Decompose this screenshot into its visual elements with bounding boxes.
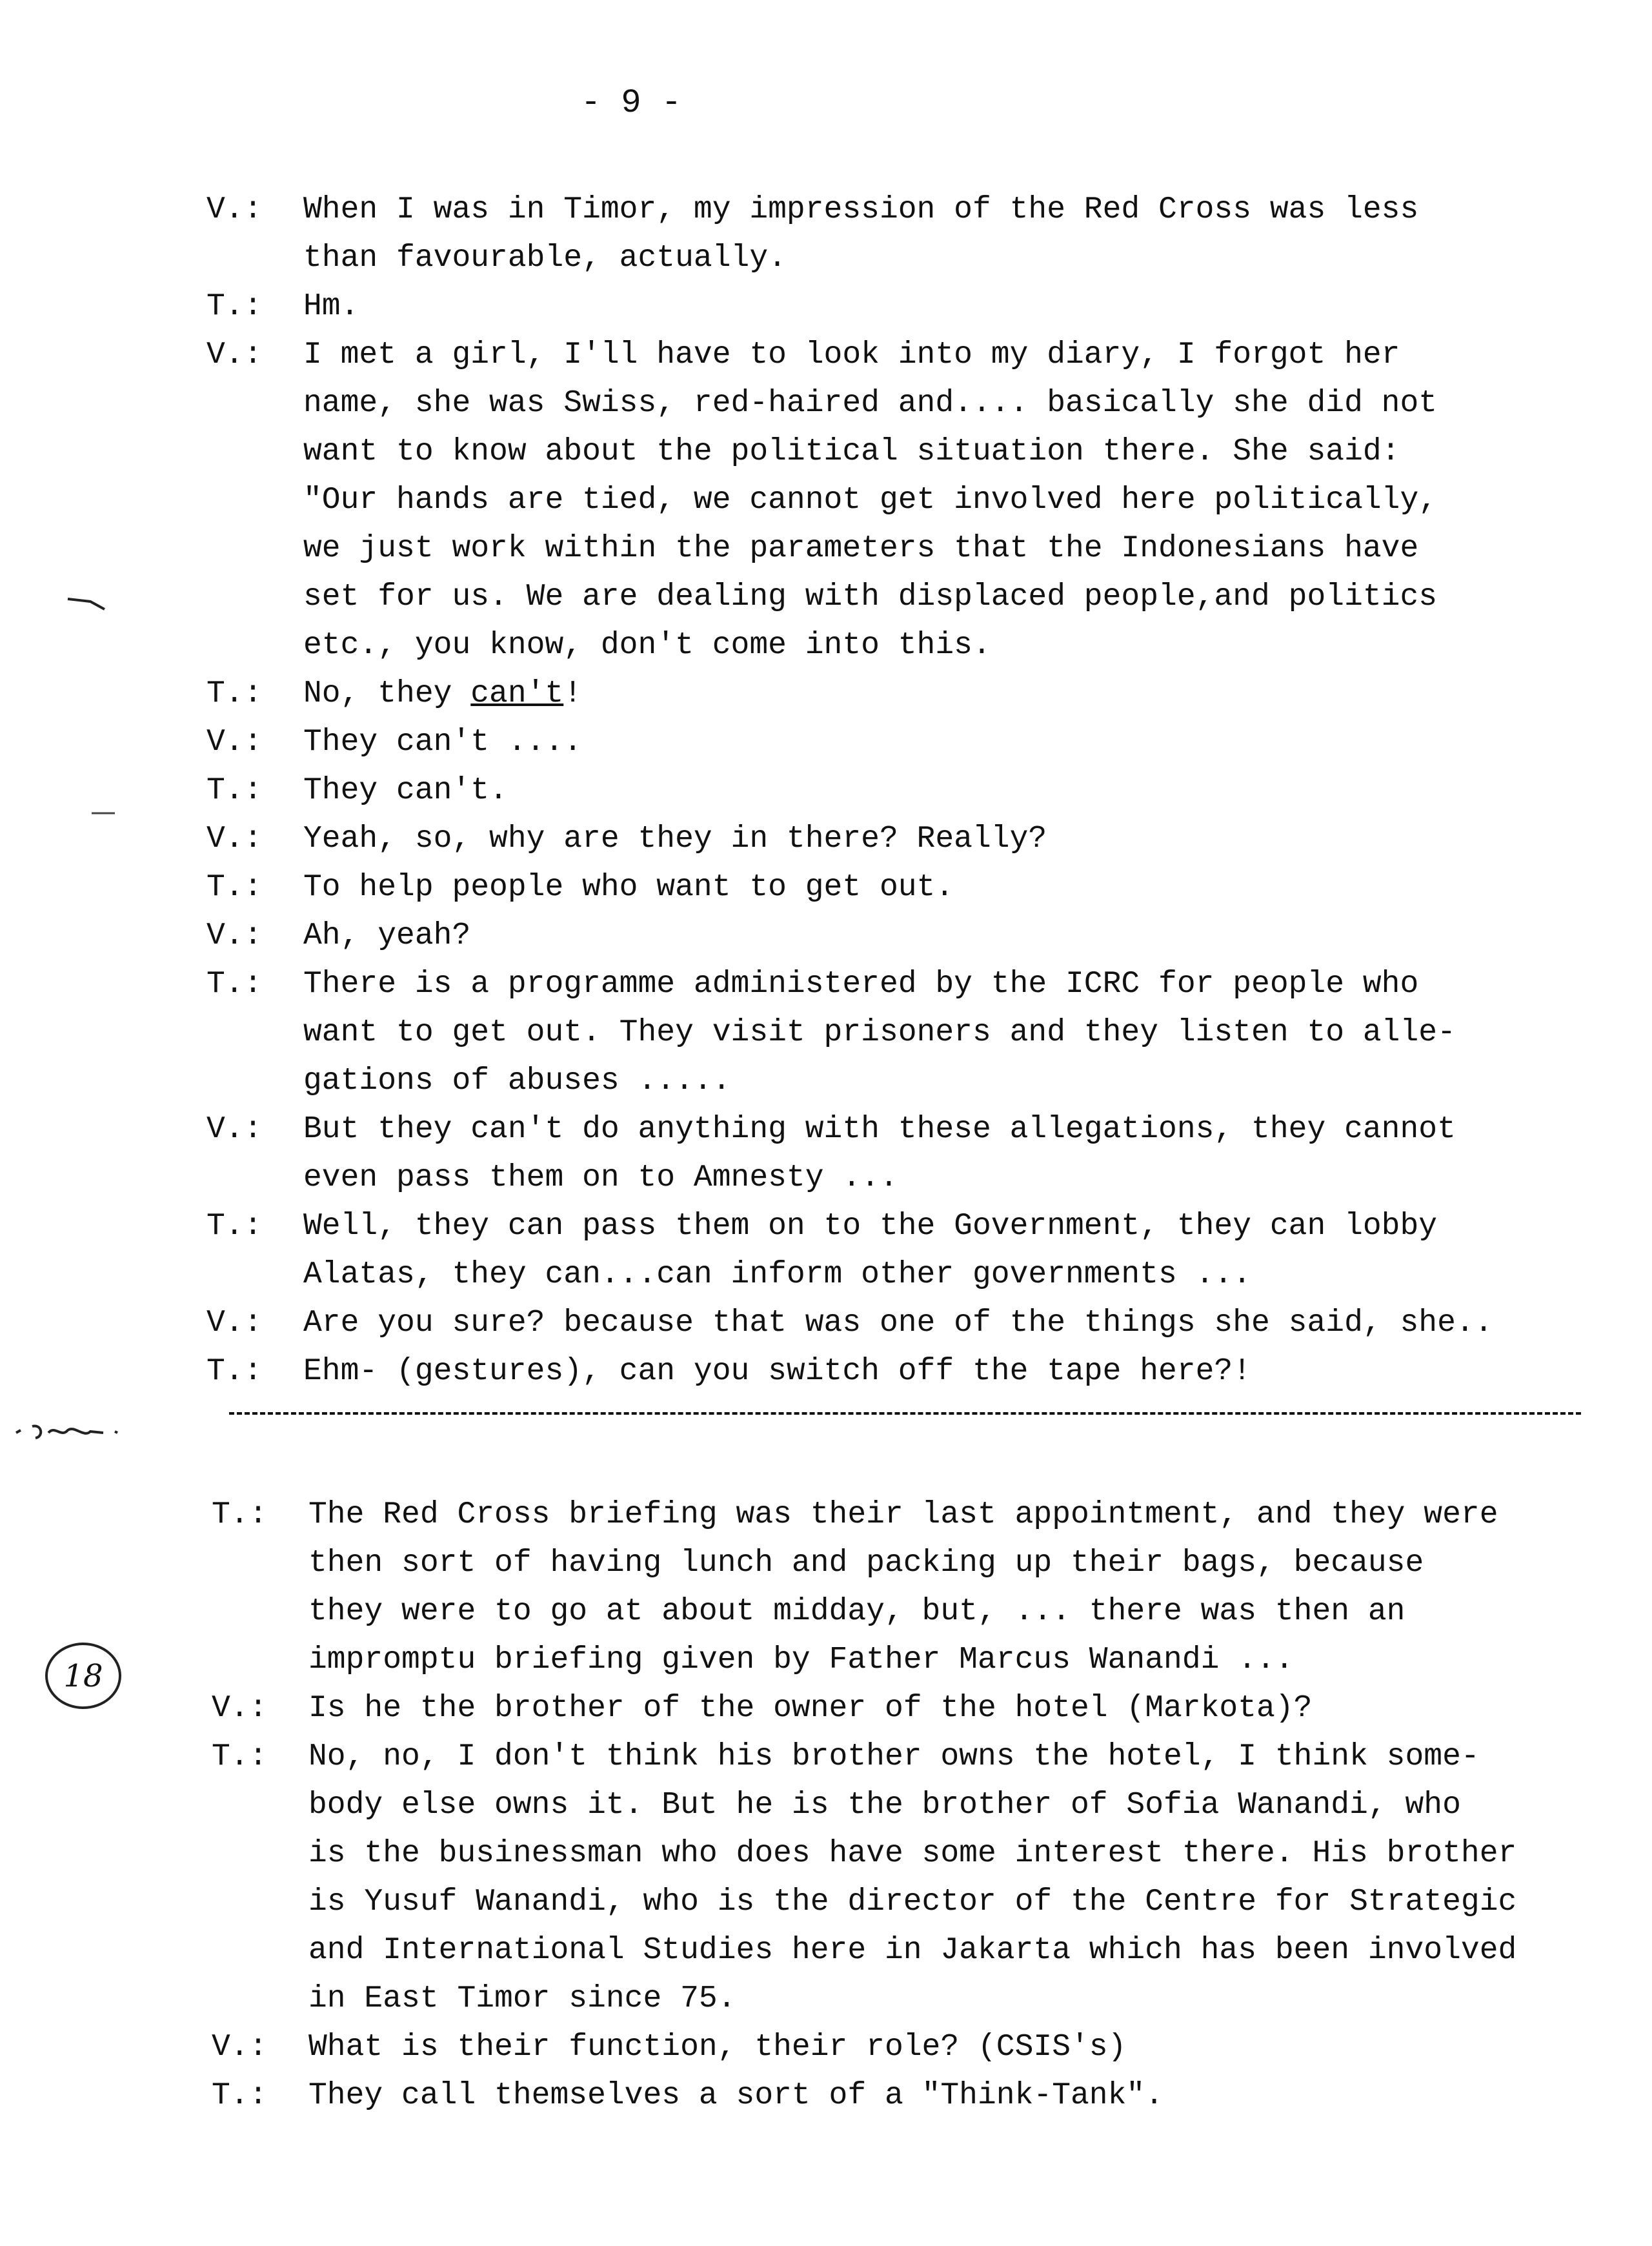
dialogue-text: Ah, yeah? — [303, 918, 471, 953]
margin-arrow-mark — [65, 594, 110, 613]
dialogue-line — [212, 1685, 1618, 1733]
dialogue-text: Ehm- (gestures), can you switch off the tape here?! — [303, 1354, 1252, 1389]
dialogue-text: When I was in Timor, my impression of the Red Cross was less than favourable, actually. — [303, 192, 1419, 276]
speaker-label: T.: — [206, 1209, 263, 1244]
dialogue-line — [206, 1299, 1613, 1348]
speaker-label: T.: — [212, 1739, 268, 1774]
speaker-label: T.: — [212, 1497, 268, 1532]
dialogue-line — [212, 1733, 1618, 2023]
dialogue-text: Is he the brother of the owner of the hotel (Markota)? — [308, 1691, 1313, 1726]
speaker-label: V.: — [212, 2030, 268, 2065]
speaker-label: T.: — [206, 870, 263, 905]
dialogue-text: Well, they can pass them on to the Government, they can lobby Alatas, they can...can inform other governments ... — [303, 1209, 1438, 1292]
dialogue-line — [206, 670, 1613, 718]
speaker-label: V.: — [206, 1112, 263, 1147]
speaker-label: T.: — [206, 1354, 263, 1389]
dialogue-text — [303, 670, 1613, 718]
dialogue-section-2 — [212, 1491, 1618, 2120]
speaker-label: V.: — [206, 338, 263, 372]
dialogue-text: They can't. — [303, 773, 508, 808]
dialogue-text: They can't .... — [303, 725, 583, 760]
speaker-label: T.: — [206, 773, 263, 808]
dialogue-text: What is their function, their role? (CSIS's) — [308, 2030, 1127, 2065]
dialogue-text: I met a girl, I'll have to look into my diary, I forgot her name, she was Swiss, red-haired and.... basically she did not want to know about the political situation there. She said: "Our hands are tied, we cannot get involved here politically, we just work within the parameters that the Indonesians have set for us. We are dealing with displaced people,and politics etc., you know, don't come into this. — [303, 338, 1438, 663]
dialogue-text: To help people who want to get out. — [303, 870, 954, 905]
dialogue-text: But they can't do anything with these allegations, they cannot even pass them on to Amnesty ... — [303, 1112, 1456, 1195]
section-divider — [229, 1412, 1581, 1415]
dialogue-text: No, no, I don't think his brother owns the hotel, I think some- body else owns it. But he is the brother of Sofia Wanandi, who is the businessman who does have some interest there. His brother is Yusuf Wanandi, who is the director of the Centre for Strategic and International Studies here in Jakarta which has been involved in East Timor since 75. — [308, 1739, 1517, 2016]
dialogue-text: Are you sure? because that was one of the things she said, she.. — [303, 1306, 1493, 1341]
speaker-label: V.: — [206, 192, 263, 227]
text-segment: No, they — [303, 676, 471, 711]
speaker-label: V.: — [206, 1306, 263, 1341]
text-segment: ! — [563, 676, 583, 711]
dialogue-line — [206, 960, 1613, 1106]
dialogue-line — [206, 331, 1613, 670]
speaker-label: V.: — [206, 918, 263, 953]
dialogue-line — [206, 815, 1613, 864]
dialogue-line — [206, 1202, 1613, 1299]
circled-margin-number: 18 — [45, 1643, 121, 1709]
dialogue-line — [212, 1491, 1618, 1685]
margin-handwritten-mark — [13, 1419, 123, 1444]
speaker-label: T.: — [206, 289, 263, 324]
dialogue-text: The Red Cross briefing was their last appointment, and they were then sort of having lunch and packing up their bags, because they were to go at about midday, but, ... there was then an impromptu briefing given by Father Marcus Wanandi ... — [308, 1497, 1498, 1677]
dialogue-text: Yeah, so, why are they in there? Really? — [303, 822, 1047, 856]
underlined-emphasis: can't — [470, 676, 564, 711]
dialogue-line — [206, 1348, 1613, 1396]
dialogue-text: They call themselves a sort of a "Think-Tank". — [308, 2078, 1164, 2113]
dialogue-line — [206, 767, 1613, 815]
page-number: - 9 - — [581, 84, 682, 122]
dialogue-text: There is a programme administered by the ICRC for people who want to get out. They visit prisoners and they listen to alle- gations of abuses ..... — [303, 967, 1456, 1098]
dialogue-line — [206, 912, 1613, 960]
dialogue-line — [206, 718, 1613, 767]
dialogue-line — [206, 1106, 1613, 1202]
dialogue-line — [206, 186, 1613, 283]
speaker-label: V.: — [206, 725, 263, 760]
dialogue-line — [206, 864, 1613, 912]
speaker-label: T.: — [206, 967, 263, 1002]
dialogue-section-1 — [206, 186, 1613, 1396]
speaker-label: T.: — [212, 2078, 268, 2113]
margin-dash-mark — [90, 810, 116, 816]
dialogue-line — [206, 283, 1613, 331]
dialogue-line — [212, 2023, 1618, 2072]
speaker-label: T.: — [206, 676, 263, 711]
dialogue-line — [212, 2072, 1618, 2120]
speaker-label: V.: — [212, 1691, 268, 1726]
dialogue-text: Hm. — [303, 289, 359, 324]
speaker-label: V.: — [206, 822, 263, 856]
